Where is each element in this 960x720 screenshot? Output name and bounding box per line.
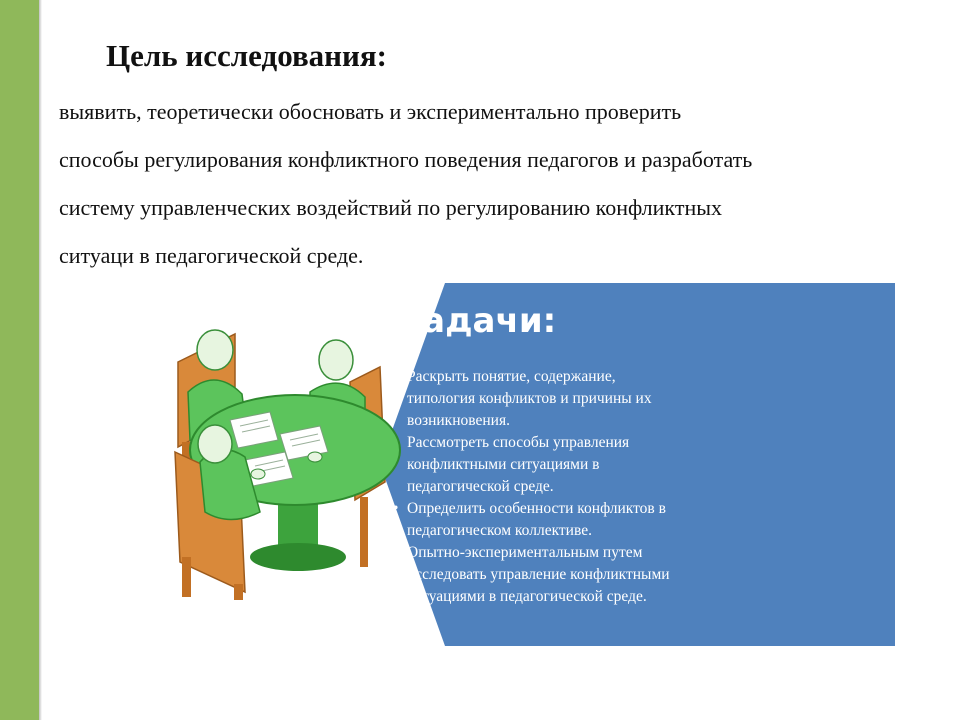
goal-line: выявить, теоретически обосновать и экспериментально проверить [59, 99, 682, 124]
sidebar-shadow [39, 0, 42, 720]
tasks-list [393, 366, 793, 608]
tasks-title: Задачи: [398, 301, 557, 341]
goal-line: способы регулирования конфликтного поведения педагогов и разработать [59, 147, 753, 172]
goal-line: ситуаци в педагогической среде. [59, 243, 364, 268]
meeting-table-illustration [160, 322, 430, 602]
goal-line: систему управленческих воздействий по регулированию конфликтных [59, 195, 722, 220]
task-item: • Опытно-экспериментальным путем исследовать управление конфликтными ситуациями в педагогической среде. [393, 542, 793, 608]
task-item: • Рассмотреть способы управления конфликтными ситуациями в педагогической среде. [393, 432, 793, 498]
task-item: • Определить особенности конфликтов в педагогическом коллективе. [393, 498, 793, 542]
meeting-illustration-svg [160, 322, 430, 602]
goal-text [59, 88, 939, 280]
goal-title: Цель исследования: [106, 38, 387, 73]
sidebar-accent [0, 0, 39, 720]
task-item: • Раскрыть понятие, содержание, типология конфликтов и причины их возникновения. [393, 366, 793, 432]
